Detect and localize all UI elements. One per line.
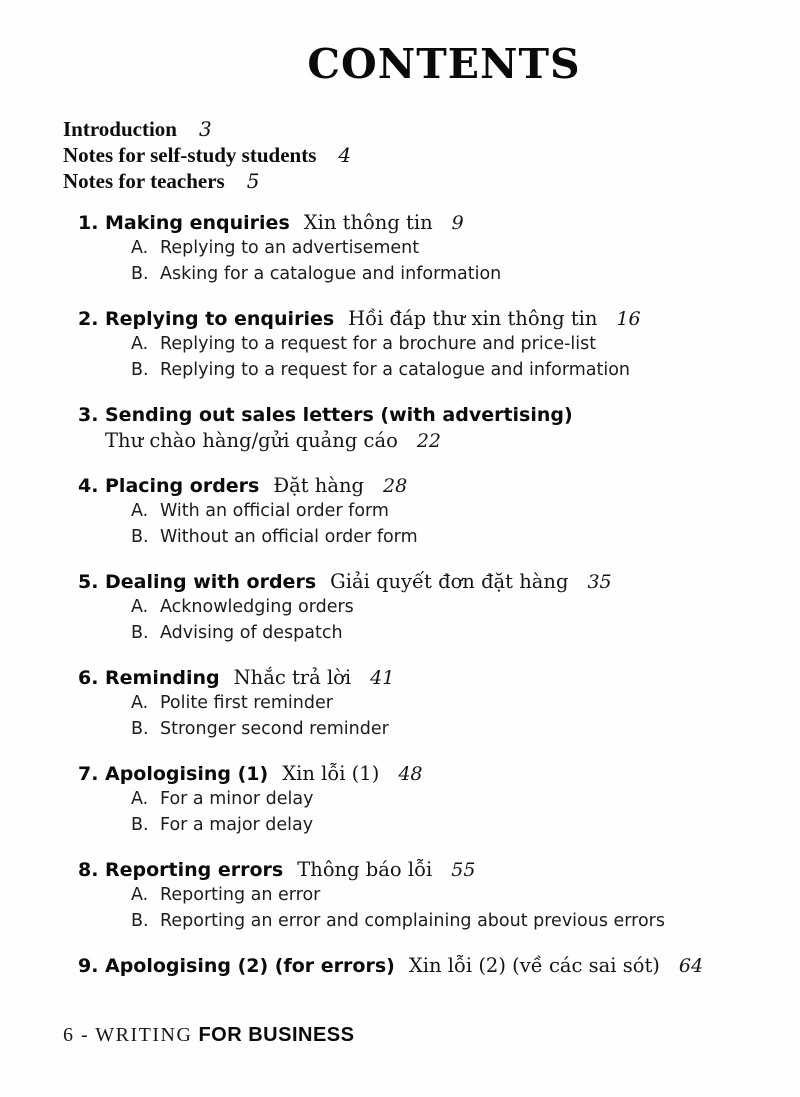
front-matter-label: Notes for teachers (63, 169, 225, 193)
subitem-label: B. (131, 526, 149, 547)
chapter-heading (0, 306, 800, 332)
subitem-label: A. (131, 693, 149, 713)
chapter-subitem (0, 717, 800, 743)
chapter-page-number: 55 (451, 859, 476, 881)
chapter-subitem (0, 358, 800, 384)
chapter-title: Dealing with orders (105, 571, 317, 593)
chapter-page-number: 41 (370, 667, 395, 689)
toc-chapter (0, 569, 800, 646)
chapter-page-number: 9 (451, 212, 464, 234)
subitem-text: Acknowledging orders (160, 597, 354, 617)
chapter-title-vietnamese: Thư chào hàng/gửi quảng cáo (105, 429, 398, 452)
subitem-text: Replying to a request for a brochure and price-list (160, 334, 597, 354)
chapter-title: Making enquiries (105, 212, 290, 234)
chapter-number: 8. (78, 859, 99, 881)
subitem-text: Reporting an error and complaining about previous errors (160, 910, 665, 931)
subitem-text: For a major delay (160, 814, 314, 835)
subitem-text: Stronger second reminder (160, 718, 389, 739)
subitem-text: Asking for a catalogue and information (160, 263, 502, 284)
chapter-page-number: 22 (416, 430, 442, 452)
subitem-text: For a minor delay (160, 789, 314, 809)
subitem-label: A. (131, 334, 149, 354)
chapter-heading (0, 857, 800, 883)
chapter-title: Apologising (1) (105, 763, 269, 785)
chapter-heading (0, 665, 800, 691)
chapter-number: 9. (78, 955, 99, 977)
chapter-title-vietnamese: Xin lỗi (1) (282, 762, 380, 785)
chapter-title: Placing orders (105, 475, 260, 497)
subitem-text: Advising of despatch (160, 622, 343, 643)
chapter-number: 5. (78, 571, 99, 593)
chapter-subitem (0, 595, 800, 621)
chapter-title: Reporting errors (105, 859, 284, 881)
chapter-subitem (0, 236, 800, 262)
subitem-text: With an official order form (160, 501, 389, 521)
chapter-title-vietnamese: Xin thông tin (303, 211, 433, 234)
chapter-page-number: 35 (587, 571, 612, 593)
chapter-subitem (0, 883, 800, 909)
chapter-title: Reminding (105, 667, 220, 689)
chapter-heading (0, 953, 800, 979)
chapter-title-vietnamese: Đặt hàng (273, 474, 365, 497)
chapter-page-number: 28 (383, 475, 408, 497)
subitem-text: Replying to a request for a catalogue and information (160, 359, 631, 380)
page-footer (63, 1022, 354, 1047)
toc-chapter (0, 953, 800, 979)
chapter-subitem (0, 525, 800, 551)
toc-list (0, 210, 800, 979)
toc-chapter (0, 761, 800, 838)
chapter-page-number: 64 (678, 955, 704, 977)
front-matter-page-number: 5 (246, 169, 260, 193)
chapter-title-vietnamese: Thông báo lỗi (297, 858, 433, 881)
chapter-number: 4. (78, 475, 99, 497)
footer-page-and-title: 6 - WRITING (63, 1024, 193, 1046)
toc-chapter (0, 210, 800, 287)
chapter-number: 6. (78, 667, 99, 689)
subitem-label: A. (131, 238, 149, 258)
chapter-title-vietnamese: Giải quyết đơn đặt hàng (330, 570, 569, 593)
chapter-title: Replying to enquiries (105, 308, 335, 330)
chapter-title-vietnamese: Xin lỗi (2) (về các sai sót) (408, 954, 660, 977)
chapter-subitem (0, 909, 800, 935)
chapter-heading (0, 761, 800, 787)
front-matter-row (63, 168, 800, 194)
front-matter-row (63, 142, 800, 168)
chapter-subitem (0, 332, 800, 358)
subitem-text: Reporting an error (160, 885, 321, 905)
subitem-label: B. (131, 814, 149, 835)
subitem-label: B. (131, 718, 149, 739)
subitem-label: B. (131, 910, 149, 931)
chapter-title: Sending out sales letters (with advertising) (105, 404, 573, 426)
chapter-title-vietnamese: Nhắc trả lời (233, 666, 352, 689)
chapter-heading (0, 210, 800, 236)
toc-chapter (0, 402, 800, 454)
page-title: CONTENTS (307, 40, 581, 88)
subitem-text: Replying to an advertisement (160, 238, 420, 258)
chapter-heading-line2 (0, 428, 800, 454)
subitem-text: Without an official order form (160, 526, 418, 547)
chapter-subitem (0, 813, 800, 839)
chapter-subitem (0, 691, 800, 717)
chapter-number: 2. (78, 308, 99, 330)
chapter-subitem (0, 787, 800, 813)
chapter-subitem (0, 262, 800, 288)
subitem-label: A. (131, 597, 149, 617)
toc-chapter (0, 857, 800, 934)
chapter-heading (0, 473, 800, 499)
front-matter-row (63, 116, 800, 142)
chapter-number: 1. (78, 212, 99, 234)
subitem-label: B. (131, 263, 149, 284)
chapter-page-number: 16 (616, 308, 641, 330)
subitem-label: A. (131, 501, 149, 521)
chapter-page-number: 48 (398, 763, 423, 785)
chapter-heading (0, 402, 800, 428)
chapter-number: 3. (78, 404, 99, 426)
front-matter-label: Notes for self-study students (63, 143, 317, 167)
subitem-text: Polite first reminder (160, 693, 333, 713)
footer-title-bold: FOR BUSINESS (198, 1024, 355, 1046)
front-matter-label: Introduction (63, 117, 177, 141)
toc-chapter (0, 473, 800, 550)
subitem-label: B. (131, 359, 149, 380)
toc-chapter (0, 665, 800, 742)
chapter-subitem (0, 621, 800, 647)
subitem-label: B. (131, 622, 149, 643)
front-matter-page-number: 3 (198, 117, 212, 141)
chapter-subitem (0, 499, 800, 525)
toc-chapter (0, 306, 800, 383)
front-matter-page-number: 4 (338, 143, 352, 167)
front-matter (0, 116, 800, 194)
chapter-title: Apologising (2) (for errors) (105, 955, 395, 977)
subitem-label: A. (131, 789, 149, 809)
chapter-heading (0, 569, 800, 595)
chapter-number: 7. (78, 763, 99, 785)
chapter-title-vietnamese: Hồi đáp thư xin thông tin (348, 307, 598, 330)
subitem-label: A. (131, 885, 149, 905)
